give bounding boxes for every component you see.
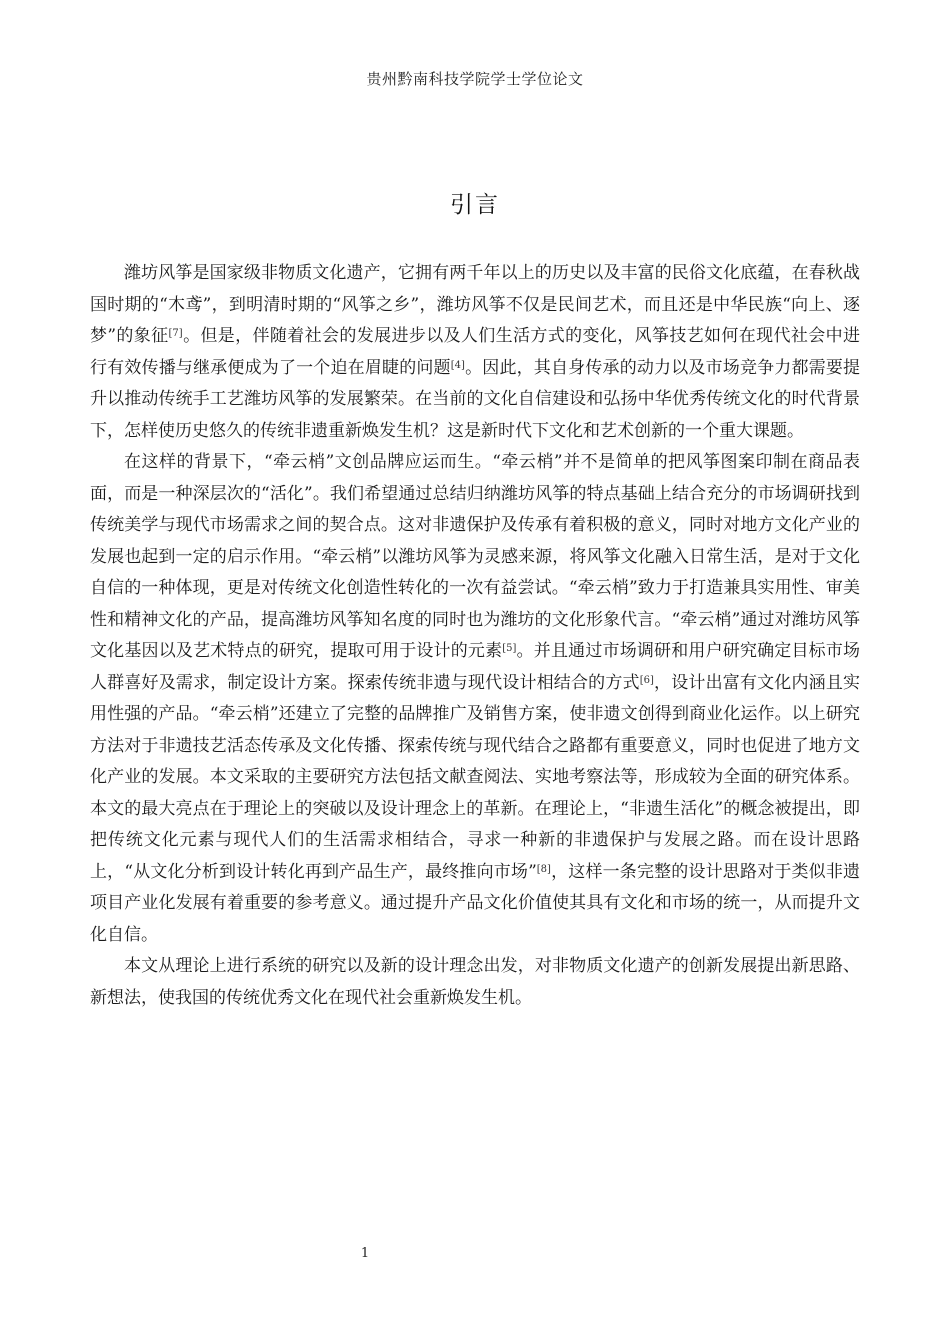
text-segment: 在这样的背景下，“牵云梢”文创品牌应运而生。“牵云梢”并不是简单的把风筝图案印制在商品表面，而是一种深层次的“活化”。我们希望通过总结归纳潍坊风筝的特点基础上结合充分的市场调研找到传统美学与现代市场需求之间的契合点。这对非遗保护及传承有着积极的意义，同时对地方文化产业的发展也起到一定的启示作用。“牵云梢”以潍坊风筝为灵感来源，将风筝文化融入日常生活，是对于文化自信的一种体现，更是对传统文化创造性转化的一次有益尝试。“牵云梢”致力于打造兼具实用性、审美性和精神文化的产品，提高潍坊风筝知名度的同时也为潍坊的文化形象代言。“牵云梢”通过对潍坊风筝文化基因以及艺术特点的研究，提取可用于设计的元素: [90, 452, 860, 661]
text-segment: 潍坊风筝是国家级非物质文化遗产，它拥有两千年以上的历史以及丰富的民俗文化底蕴，在春秋战国时期的“木鸢”，到明清时期的“风筝之乡”，潍坊风筝不仅是民间艺术，而且还是中华民族“向上、逐梦”的象征: [90, 263, 860, 346]
text-segment: 。但是，伴随着社会的发展进步以及人们生活方式的变化，风筝技艺如何在现代社会中进行有效传播与继承便成为了一个迫在眉睫的问题: [90, 326, 860, 378]
citation-marker: [6]: [639, 674, 654, 686]
citation-marker: [8]: [536, 863, 551, 875]
paragraph: [90, 258, 860, 447]
section-title: 引言: [450, 192, 500, 218]
text-segment: 本文从理论上进行系统的研究以及新的设计理念出发，对非物质文化遗产的创新发展提出新思路、新想法，使我国的传统优秀文化在现代社会重新焕发生机。: [90, 956, 860, 1008]
running-header: 贵州黔南科技学院学士学位论文: [366, 70, 584, 88]
paragraph: [90, 951, 860, 1014]
citation-marker: [4]: [450, 359, 465, 371]
citation-marker: [5]: [502, 643, 517, 654]
text-segment: ，设计出富有文化内涵且实用性强的产品。“牵云梢”还建立了完整的品牌推广及销售方案，使非遗文创得到商业化运作。以上研究方法对于非遗技艺活态传承及文化传播、探索传统与现代结合之路都有重要意义，同时也促进了地方文化产业的发展。本文采取的主要研究方法包括文献查阅法、实地考察法等，形成较为全面的研究体系。本文的最大亮点在于理论上的突破以及设计理念上的革新。在理论上，“非遗生活化”的概念被提出，即把传统文化元素与现代人们的生活需求相结合，寻求一种新的非遗保护与发展之路。而在设计思路上，“从文化分析到设计转化再到产品生产，最终推向市场”: [90, 672, 861, 882]
paragraph: [90, 447, 860, 951]
body-text: [90, 258, 860, 1014]
citation-marker: [7]: [168, 328, 183, 339]
page-number: 1: [360, 1246, 370, 1261]
text-segment: ，这样一条完整的设计思路对于类似非遗项目产业化发展有着重要的参考意义。通过提升产品文化价值使其具有文化和市场的统一，从而提升文化自信。: [90, 861, 860, 945]
text-segment: 。因此，其自身传承的动力以及市场竞争力都需要提升以推动传统手工艺潍坊风筝的发展繁荣。在当前的文化自信建设和弘扬中华优秀传统文化的时代背景下，怎样使历史悠久的传统非遗重新焕发生机？这是新时代下文化和艺术创新的一个重大课题。: [90, 357, 861, 441]
text-segment: 。并且通过市场调研和用户研究确定目标市场人群喜好及需求，制定设计方案。探索传统非遗与现代设计相结合的方式: [90, 641, 861, 693]
